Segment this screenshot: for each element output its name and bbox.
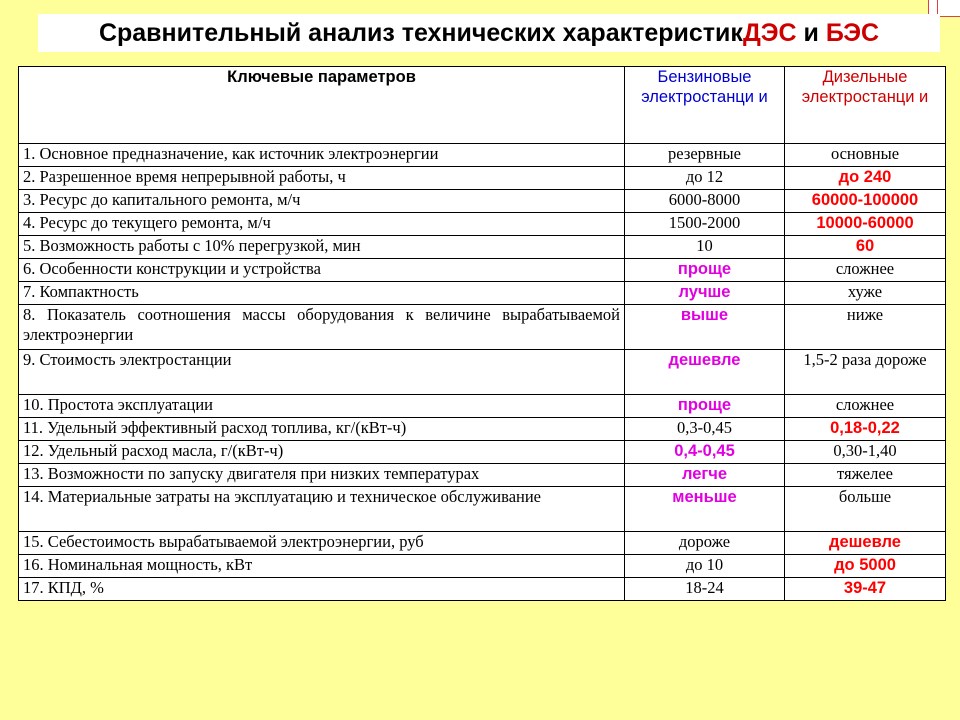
- row-diesel-value: 1,5-2 раза дороже: [785, 350, 946, 395]
- row-diesel-value: ниже: [785, 305, 946, 350]
- row-param: 9. Стоимость электростанции: [19, 350, 625, 395]
- header-diesel: Дизельные электростанци и: [785, 67, 946, 144]
- table-row: [19, 213, 946, 236]
- row-petrol-value: легче: [625, 464, 785, 487]
- row-diesel-value: 0,18-0,22: [785, 418, 946, 441]
- table-row: [19, 578, 946, 601]
- row-diesel-value: сложнее: [785, 259, 946, 282]
- table-row: [19, 259, 946, 282]
- row-diesel-value: 0,30-1,40: [785, 441, 946, 464]
- table-row: [19, 305, 946, 350]
- table-row: [19, 555, 946, 578]
- row-petrol-value: 0,3-0,45: [625, 418, 785, 441]
- table-row: [19, 144, 946, 167]
- row-petrol-value: 10: [625, 236, 785, 259]
- row-diesel-value: до 240: [785, 167, 946, 190]
- row-petrol-value: дороже: [625, 532, 785, 555]
- row-param: 13. Возможности по запуску двигателя при низких температурах: [19, 464, 625, 487]
- row-petrol-value: лучше: [625, 282, 785, 305]
- row-param: 6. Особенности конструкции и устройства: [19, 259, 625, 282]
- table-row: [19, 282, 946, 305]
- row-diesel-value: основные: [785, 144, 946, 167]
- row-param: 5. Возможность работы с 10% перегрузкой, мин: [19, 236, 625, 259]
- table-row: [19, 487, 946, 532]
- title-accent-bes: БЭС: [825, 18, 880, 47]
- table-row: [19, 236, 946, 259]
- table-row: [19, 395, 946, 418]
- row-diesel-value: до 5000: [785, 555, 946, 578]
- table-row: [19, 464, 946, 487]
- row-diesel-value: больше: [785, 487, 946, 532]
- table-row: [19, 441, 946, 464]
- row-param: 17. КПД, %: [19, 578, 625, 601]
- row-petrol-value: до 12: [625, 167, 785, 190]
- row-petrol-value: проще: [625, 395, 785, 418]
- row-diesel-value: 39-47: [785, 578, 946, 601]
- comparison-table: [18, 66, 946, 601]
- title-conj: и: [796, 18, 826, 47]
- row-param: 15. Себестоимость вырабатываемой электроэнергии, руб: [19, 532, 625, 555]
- row-petrol-value: резервные: [625, 144, 785, 167]
- row-param: 7. Компактность: [19, 282, 625, 305]
- row-param: 3. Ресурс до капитального ремонта, м/ч: [19, 190, 625, 213]
- row-petrol-value: 0,4-0,45: [625, 441, 785, 464]
- row-petrol-value: до 10: [625, 555, 785, 578]
- row-petrol-value: меньше: [625, 487, 785, 532]
- table-row: [19, 418, 946, 441]
- title-accent-des: ДЭС: [742, 18, 797, 47]
- row-diesel-value: сложнее: [785, 395, 946, 418]
- row-param: 14. Материальные затраты на эксплуатацию и техническое обслуживание: [19, 487, 625, 532]
- row-param: 10. Простота эксплуатации: [19, 395, 625, 418]
- header-petrol: Бензиновые электростанци и: [625, 67, 785, 144]
- row-param: 11. Удельный эффективный расход топлива, кг/(кВт-ч): [19, 418, 625, 441]
- title-text: Сравнительный анализ технических характеристик: [98, 18, 743, 47]
- row-petrol-value: выше: [625, 305, 785, 350]
- row-petrol-value: 18-24: [625, 578, 785, 601]
- row-petrol-value: 6000-8000: [625, 190, 785, 213]
- row-param: 8. Показатель соотношения массы оборудования к величине вырабатываемой электроэнергии: [19, 305, 625, 350]
- row-diesel-value: тяжелее: [785, 464, 946, 487]
- row-diesel-value: хуже: [785, 282, 946, 305]
- row-petrol-value: 1500-2000: [625, 213, 785, 236]
- table-row: [19, 190, 946, 213]
- row-diesel-value: дешевле: [785, 532, 946, 555]
- table-header-row: [19, 67, 946, 144]
- row-petrol-value: дешевле: [625, 350, 785, 395]
- row-diesel-value: 60000-100000: [785, 190, 946, 213]
- row-param: 2. Разрешенное время непрерывной работы, ч: [19, 167, 625, 190]
- table-row: [19, 350, 946, 395]
- row-diesel-value: 60: [785, 236, 946, 259]
- row-diesel-value: 10000-60000: [785, 213, 946, 236]
- page-title: [38, 14, 940, 52]
- row-param: 1. Основное предназначение, как источник электроэнергии: [19, 144, 625, 167]
- row-param: 16. Номинальная мощность, кВт: [19, 555, 625, 578]
- row-petrol-value: проще: [625, 259, 785, 282]
- row-param: 4. Ресурс до текущего ремонта, м/ч: [19, 213, 625, 236]
- header-params: Ключевые параметров: [19, 67, 625, 144]
- table-row: [19, 532, 946, 555]
- row-param: 12. Удельный расход масла, г/(кВт-ч): [19, 441, 625, 464]
- table-row: [19, 167, 946, 190]
